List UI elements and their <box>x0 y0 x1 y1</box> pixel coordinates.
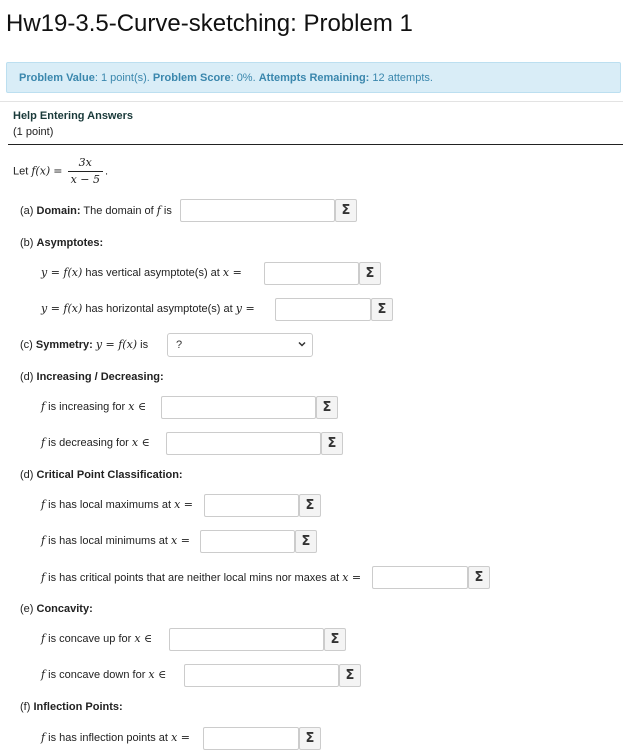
local-max-input[interactable] <box>204 494 299 517</box>
problem-divider <box>8 144 623 145</box>
asymptotes-heading: (b) Asymptotes: <box>20 237 104 249</box>
divider <box>0 101 623 102</box>
page-title: Hw19-3.5-Curve-sketching: Problem 1 <box>6 10 413 37</box>
symmetry-selected-value: ? <box>176 339 183 351</box>
horizontal-asymptote-input[interactable] <box>275 298 371 321</box>
problem-value-label: Problem Value <box>19 72 95 84</box>
decreasing-prompt: f is decreasing for x ∈ <box>41 436 150 449</box>
vertical-asymptote-equation-editor-button[interactable]: Σ <box>359 262 381 285</box>
concave-down-prompt: f is concave down for x ∈ <box>41 668 167 681</box>
neither-critical-input[interactable] <box>372 566 468 589</box>
increasing-interval-input[interactable] <box>161 396 316 419</box>
domain-equation-editor-button[interactable]: Σ <box>335 199 357 222</box>
vertical-asymptote-input[interactable] <box>264 262 359 285</box>
fx-math: f(x) <box>31 164 51 178</box>
problem-info-banner: Problem Value: 1 point(s). Problem Score: 0%. Attempts Remaining: 12 attempts. <box>6 62 621 93</box>
concave-up-equation-editor-button[interactable]: Σ <box>324 628 346 651</box>
inflection-prompt: f is has inflection points at x = <box>41 731 190 744</box>
critical-point-heading: (d) Critical Point Classification: <box>20 469 183 481</box>
help-entering-answers-link[interactable]: Help Entering Answers <box>13 110 134 122</box>
horizontal-asymptote-prompt: y = f(x) has horizontal asymptote(s) at y = <box>41 302 255 315</box>
decreasing-interval-input[interactable] <box>166 432 321 455</box>
local-min-equation-editor-button[interactable]: Σ <box>295 530 317 553</box>
neither-critical-prompt: f is has critical points that are neither local mins nor maxes at x = <box>41 571 362 584</box>
problem-score-label: Problem Score <box>152 72 231 84</box>
concavity-heading: (e) Concavity: <box>20 603 93 615</box>
local-min-input[interactable] <box>200 530 295 553</box>
fraction: $\frac{3x}{x - 5}$ <box>68 156 103 187</box>
horizontal-asymptote-equation-editor-button[interactable]: Σ <box>371 298 393 321</box>
concave-up-input[interactable] <box>169 628 324 651</box>
neither-critical-equation-editor-button[interactable]: Σ <box>468 566 490 589</box>
inflection-equation-editor-button[interactable]: Σ <box>299 727 321 750</box>
problem-score: 0%. <box>236 72 256 84</box>
increasing-prompt: f is increasing for x ∈ <box>41 400 147 413</box>
local-min-prompt: f is has local minimums at x = <box>41 534 190 547</box>
vertical-asymptote-prompt: y = f(x) has vertical asymptote(s) at x = <box>41 266 242 279</box>
increasing-decreasing-heading: (d) Increasing / Decreasing: <box>20 371 164 383</box>
symmetry-select[interactable] <box>167 333 313 357</box>
concave-down-equation-editor-button[interactable]: Σ <box>339 664 361 687</box>
decreasing-equation-editor-button[interactable]: Σ <box>321 432 343 455</box>
attempts-remaining: 12 attempts. <box>372 72 433 84</box>
points-label: (1 point) <box>13 126 54 138</box>
inflection-input[interactable] <box>203 727 299 750</box>
local-max-equation-editor-button[interactable]: Σ <box>299 494 321 517</box>
domain-input[interactable] <box>180 199 335 222</box>
concave-down-input[interactable] <box>184 664 339 687</box>
domain-prompt: (a) Domain: The domain of f is <box>20 204 172 217</box>
concave-up-prompt: f is concave up for x ∈ <box>41 632 153 645</box>
inflection-heading: (f) Inflection Points: <box>20 701 123 713</box>
function-definition: Let f(x) = $\frac{3x}{x - 5}$ . <box>13 156 109 186</box>
symmetry-prompt: (c) Symmetry: y = f(x) is <box>20 338 149 351</box>
chevron-down-icon <box>298 340 306 348</box>
local-max-prompt: f is has local maximums at x = <box>41 498 193 511</box>
attempts-label: Attempts Remaining: <box>258 72 370 84</box>
increasing-equation-editor-button[interactable]: Σ <box>316 396 338 419</box>
problem-value: 1 point(s). <box>100 72 150 84</box>
